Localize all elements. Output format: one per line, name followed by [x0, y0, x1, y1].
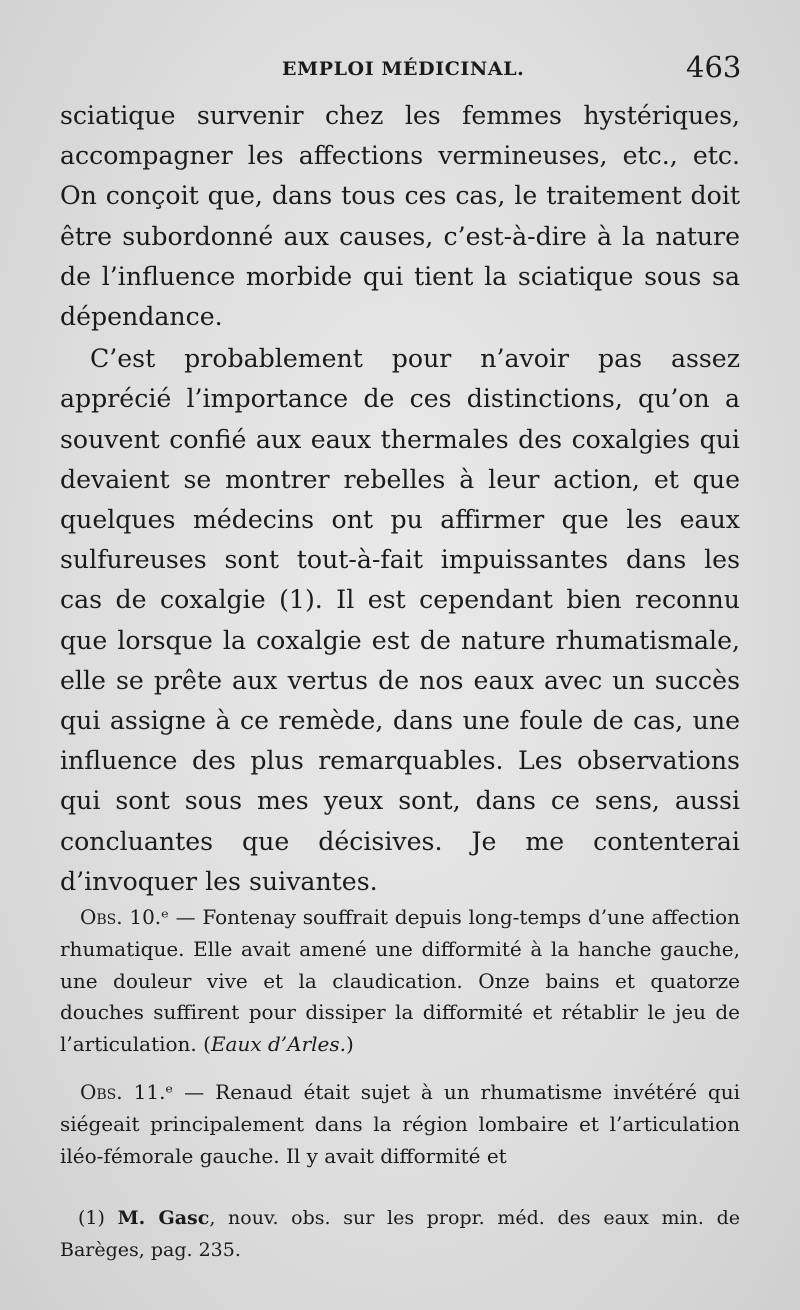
footnote — [60, 1202, 740, 1266]
observation-label: Obs. 10.ᵉ — [80, 905, 169, 929]
observation-label: Obs. 11.ᵉ — [80, 1080, 174, 1104]
paragraph-continued: sciatique survenir chez les femmes hystériques, accompagner les affections vermineuses, etc., etc. On conçoit que, dans tous ces cas, le traitement doit être subordonné aux causes, c’est-à-dire à la nature de l’influence morbide qui tient la sciatique sous sa dépendance. — [60, 101, 740, 332]
footnote-marker: (1) — [78, 1207, 118, 1229]
page-number: 463 — [686, 50, 742, 84]
main-text — [60, 96, 740, 902]
footnote-author: M. Gasc — [117, 1207, 210, 1229]
observation-close: ) — [346, 1032, 354, 1057]
observation-source: Eaux d’Arles. — [210, 1032, 347, 1057]
running-title: EMPLOI MÉDICINAL. — [282, 58, 525, 80]
page-header — [0, 50, 800, 90]
observation-text: — Renaud était sujet à un rhumatisme invétéré qui siégeait principalement dans la région lombaire et l’articulation iléo-fémorale gauche. Il y avait difformité et — [60, 1080, 740, 1168]
paragraph: C’est probablement pour n’avoir pas assez apprécié l’importance de ces distinctions, qu’on a souvent confié aux eaux thermales des coxalgies qui devaient se montrer rebelles à leur action, et que quelques médecins ont pu affirmer que les eaux sulfureuses sont tout-à-fait impuissantes dans les cas de coxalgie (1). Il est cependant bien reconnu que lorsque la coxalgie est de nature rhumatismale, elle se prête aux vertus de nos eaux avec un succès qui assigne à ce remède, dans une foule de cas, une influence des plus remarquables. Les observations qui sont sous mes yeux sont, dans ce sens, aussi concluantes que décisives. Je me contenterai d’invoquer les suivantes. — [60, 344, 740, 896]
observation-10 — [60, 902, 740, 1061]
footnote-text: , nouv. obs. sur les propr. méd. des eaux min. de Barèges, pag. 235. — [60, 1207, 741, 1261]
observation-11 — [60, 1077, 740, 1172]
observation-text: — Fontenay souffrait depuis long-temps d’une affection rhumatique. Elle avait amené une difformité à la hanche gauche, une douleur vive et la claudication. Onze bains et quatorze douches suffirent pour dissiper la difformité et rétablir le jeu de l’articulation. ( — [60, 905, 741, 1057]
